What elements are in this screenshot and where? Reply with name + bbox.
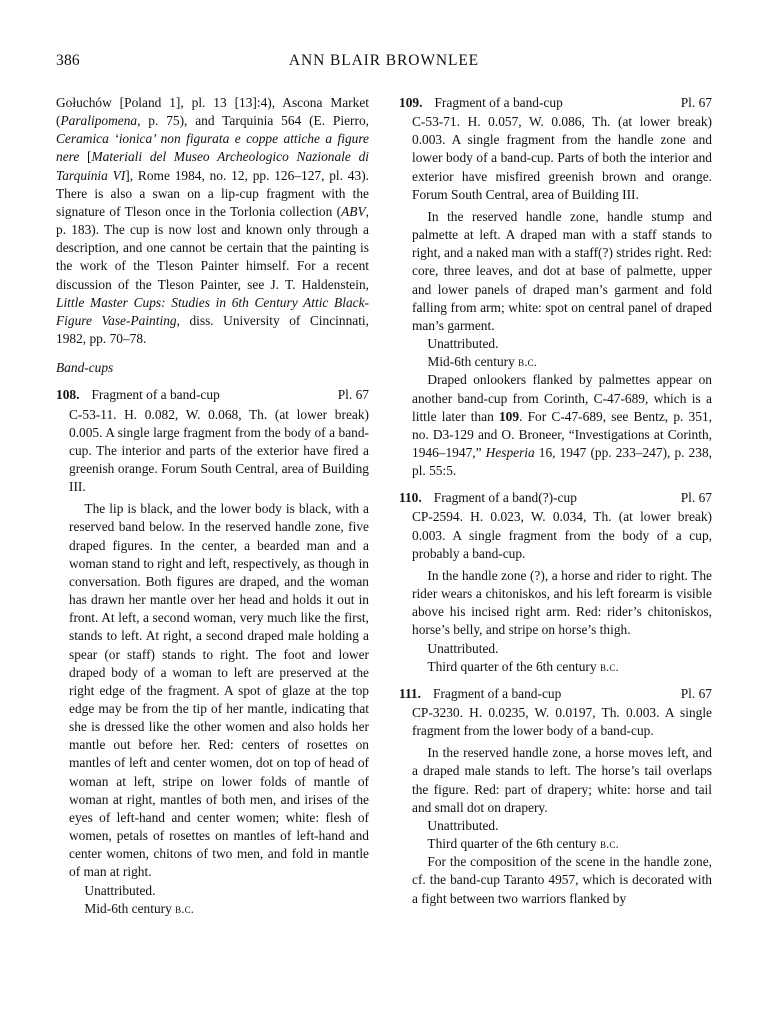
entry-111-date: [412, 835, 712, 853]
entry-109-tail: [412, 335, 712, 480]
entry-110-date-text: Third quarter of the 6th century: [427, 658, 600, 674]
entry-109-note-a: Draped onlookers flanked by palmettes appear on another band-cup from Corinth, C-47-689, which is a little later than: [412, 372, 712, 424]
entry-110-tail: [412, 640, 712, 676]
entry-109-plate: Pl. 67: [680, 95, 712, 110]
catalog-entry-109: [399, 94, 712, 480]
entry-111-plate: Pl. 67: [680, 685, 712, 701]
section-heading-band-cups: Band-cups: [56, 360, 114, 376]
entry-111-tail: [412, 817, 712, 908]
entry-111-date-text: Third quarter of the 6th century: [427, 836, 600, 852]
running-head: ANN BLAIR BROWNLEE: [288, 52, 480, 69]
two-column-body: [56, 94, 712, 918]
entry-111-description: CP-3230. H. 0.0235, W. 0.0197, Th. 0.003. A single fragment from the lower body of a band-cup.: [412, 705, 712, 739]
cont-part-d: Ceramica ‘ionica’ non figurata e coppe attiche a figure nere: [56, 131, 369, 165]
cont-part-i: , p. 183). The cup is now lost and known only through a description, and one cannot be certain that the painting is the work of the Tleson Painter himself. For a recent discussion of the Tleson Painter, see J. T. Haldenstein,: [56, 203, 369, 292]
entry-111-date-era: b.c.: [599, 837, 619, 852]
entry-108-date-text: Mid-6th century: [84, 900, 176, 916]
entry-110-date-era: b.c.: [599, 659, 619, 674]
entry-108-number: 108.: [56, 387, 80, 403]
entry-110-body: [412, 508, 712, 639]
entry-109-head: [399, 94, 712, 112]
entry-110-attribution: Unattributed.: [427, 640, 499, 656]
entry-109-note-b: . For C-47-689, see Bentz, p. 351, no. D3-129 and O. Broneer, “Investigations at Corinth, 1946–1947,”: [412, 408, 712, 460]
entry-108-date-era: b.c.: [175, 901, 195, 916]
right-column: [399, 94, 712, 908]
entry-109-note-c: 16, 1947 (pp. 233–247), p. 238, pl. 55:5.: [412, 444, 712, 479]
entry-111-paragraph-2: In the reserved handle zone, a horse moves left, and a draped male stands to left. The horse’s tail overlaps the figure. Red: part of drapery; white: horse and tail and small dot on drapery.: [412, 745, 712, 815]
cont-part-j: Little Master Cups: Studies in 6th Century Attic Black-Figure Vase-Painting: [56, 294, 369, 328]
entry-111-attribution: Unattributed.: [427, 817, 499, 833]
entry-110-plate: Pl. 67: [680, 490, 712, 506]
entry-108-attribution: Unattributed.: [84, 882, 156, 898]
entry-109-note: [412, 371, 712, 480]
entry-110-paragraph-2: In the handle zone (?), a horse and rider to right. The rider wears a chitoniskos, and his left forearm is visible above his incised right arm. Red: rider’s chitoniskos, horse’s belly, and stripe on horse’s thigh.: [412, 567, 712, 638]
left-column: [56, 94, 369, 918]
cont-part-k: , diss. University of Cincinnati, 1982, pp. 70–78.: [56, 312, 369, 347]
entry-109-paragraph-2: In the reserved handle zone, handle stump and palmette at left. A draped man with a staff stands to right, and a naked man with a staff(?) strides right. Red: core, three leaves, and dot at base of palmette, upper and lower panels of draped man’s garment and fold falling from arm; white: spot on central panel of draped man’s garment.: [412, 208, 712, 333]
page-number: 386: [56, 52, 80, 69]
entry-108-body: [69, 406, 369, 882]
cont-part-a: Gołuchów [Poland 1], pl. 13 [13]:4), Ascona Market (: [56, 95, 369, 129]
cont-part-b: Paralipomena: [60, 113, 138, 129]
catalog-entry-110: [399, 489, 712, 676]
entry-108-description: C-53-11. H. 0.082, W. 0.068, Th. (at lower break) 0.005. A single large fragment from the body of a band-cup. The interior and parts of the exterior have fired a greenish orange. Forum South Central, area of Building III.: [69, 406, 369, 495]
entry-111-body: [412, 704, 712, 817]
cont-part-f: Materiali del Museo Archeologico Nazionale di Tarquinia VI: [56, 149, 369, 183]
entry-111-note: For the composition of the scene in the handle zone, cf. the band-cup Taranto 4957, which is decorated with a fight between two warriors flanked by: [412, 854, 712, 906]
continued-paragraph: [56, 94, 369, 348]
entry-109-date-text: Mid-6th century: [427, 354, 519, 370]
cont-part-c: , p. 75), and Tarquinia 564 (E. Pierro,: [137, 113, 369, 129]
entry-111-title: Fragment of a band-cup: [433, 685, 562, 701]
entry-110-title: Fragment of a band(?)-cup: [433, 490, 577, 506]
cont-part-e: [: [79, 149, 92, 165]
entry-110-number: 110.: [399, 490, 422, 506]
entry-108-title: Fragment of a band-cup: [91, 387, 220, 403]
entry-109-title: Fragment of a band-cup: [434, 95, 563, 110]
entry-108-plate: Pl. 67: [337, 387, 369, 403]
cont-part-g: ], Rome 1984, no. 12, pp. 126–127, pl. 43). There is also a swan on a lip-cup fragment with the signature of Tleson once in the Torlonia collection (: [56, 167, 370, 219]
entry-110-head: [399, 489, 712, 507]
entry-109-note-journal: Hesperia: [485, 444, 535, 460]
entry-109-number: 109.: [399, 95, 423, 110]
entry-109-note-ref: 109: [498, 408, 520, 424]
entry-110-date: [412, 658, 712, 676]
entry-109-body: [412, 113, 712, 335]
cont-part-h: ABV: [341, 203, 366, 219]
entry-108-tail: [69, 882, 369, 918]
entry-108-date: [69, 900, 369, 918]
entry-108-head: [56, 386, 369, 404]
catalog-entry-111: [399, 685, 712, 908]
entry-108-paragraph-2: The lip is black, and the lower body is black, with a reserved band below. In the reserved handle zone, five draped figures. In the center, a bearded man and a woman stand to right and left, respectively, as though in conversation. Both figures are draped, and the woman has drawn her mantle over her head and holds it out in front. At left, a second woman, very much like the first, stands to left. At right, a second draped male holding a spear (or staff) stands to right. The foot and lower draped body of a woman to left are preserved at the right edge of the fragment. A spot of glaze at the top edge may be from the tip of her mantle, indicating that she is dressed like the other women and also holds her mantle out before her. Red: centers of rosettes on mantles of left and center women, dot on top of head of woman at left, stripe on lower folds of mantle of woman at right, mantles of both men, and irises of the eyes of left-hand and center women; white: flesh of women, petals of rosettes on mantles of left-hand and center women, chitons of two men, and fold in mantle of man at right.: [69, 501, 369, 880]
entry-109-description: C-53-71. H. 0.057, W. 0.086, Th. (at lower break) 0.003. A single fragment from the handle zone and lower body of a band-cup. Parts of both the interior and exterior have misfired greenish brown and orange. Forum South Central, area of Building III.: [412, 114, 712, 202]
entry-110-description: CP-2594. H. 0.023, W. 0.034, Th. (at lower break) 0.003. A single fragment from the body of a cup, probably a band-cup.: [412, 509, 712, 561]
entry-111-head: [399, 685, 712, 703]
page-header: [56, 52, 712, 86]
entry-109-attribution: Unattributed.: [427, 336, 499, 352]
catalog-entry-108: [56, 386, 369, 918]
entry-109-date: [412, 353, 712, 371]
entry-109-date-era: b.c.: [518, 355, 538, 370]
entry-111-number: 111.: [399, 685, 421, 701]
